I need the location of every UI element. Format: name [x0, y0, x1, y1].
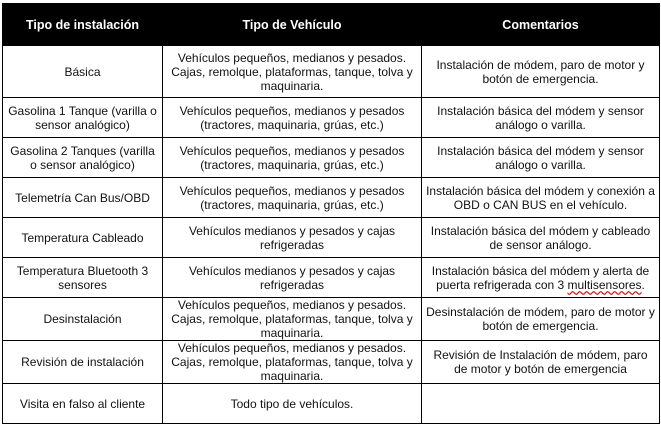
- table-row: [3, 218, 660, 258]
- table-row: [3, 341, 660, 384]
- cell-comentarios: [422, 384, 660, 424]
- cell-tipo: Gasolina 2 Tanques (varilla o sensor analógico): [3, 138, 163, 178]
- cell-tipo: Visita en falso al cliente: [3, 384, 163, 424]
- cell-vehiculo: Vehículos pequeños, medianos y pesados. Cajas, remolque, plataformas, tanque, tolva y maquinaria.: [163, 341, 422, 384]
- header-row: [3, 4, 660, 46]
- cell-comentarios: Instalación básica del módem y sensor análogo o varilla.: [422, 138, 660, 178]
- cell-tipo: Telemetría Can Bus/OBD: [3, 178, 163, 218]
- cell-vehiculo: Vehículos pequeños, medianos y pesados. Cajas, remolque, plataformas, tanque, tolva y maquinaria.: [163, 298, 422, 341]
- cell-comentarios: Instalación básica del módem y sensor análogo o varilla.: [422, 98, 660, 138]
- table-row: [3, 178, 660, 218]
- table-row: [3, 98, 660, 138]
- cell-comentarios: Instalación básica del módem y conexión a OBD o CAN BUS en el vehículo.: [422, 178, 660, 218]
- header-tipo-vehiculo: Tipo de Vehículo: [163, 4, 422, 46]
- cell-comentarios: [422, 258, 660, 298]
- table-row: [3, 298, 660, 341]
- header-comentarios: Comentarios: [422, 4, 660, 46]
- cell-vehiculo: Todo tipo de vehículos.: [163, 384, 422, 424]
- table-row: [3, 138, 660, 178]
- cell-vehiculo: Vehículos pequeños, medianos y pesados (tractores, maquinaria, grúas, etc.): [163, 138, 422, 178]
- cell-comentarios: Revisión de Instalación de módem, paro de motor y botón de emergencia: [422, 341, 660, 384]
- cell-tipo: Básica: [3, 46, 163, 98]
- cell-vehiculo: Vehículos pequeños, medianos y pesados (tractores, maquinaria, grúas, etc.): [163, 178, 422, 218]
- cell-tipo: Revisión de instalación: [3, 341, 163, 384]
- table-row: [3, 46, 660, 98]
- header-tipo-instalacion: Tipo de instalación: [3, 4, 163, 46]
- cell-vehiculo: Vehículos medianos y pesados y cajas refrigeradas: [163, 258, 422, 298]
- cell-comentarios: Desinstalación de módem, paro de motor y botón de emergencia.: [422, 298, 660, 341]
- table-row: [3, 258, 660, 298]
- cell-tipo: Temperatura Cableado: [3, 218, 163, 258]
- cell-tipo: Desinstalación: [3, 298, 163, 341]
- installation-types-table: [2, 3, 660, 424]
- cell-vehiculo: Vehículos pequeños, medianos y pesados. Cajas, remolque, plataformas, tanque, tolva y maquinaria.: [163, 46, 422, 98]
- table-row: [3, 384, 660, 424]
- spellcheck-flagged-word[interactable]: multisensores: [567, 277, 642, 292]
- cell-vehiculo: Vehículos pequeños, medianos y pesados (tractores, maquinaria, grúas, etc.): [163, 98, 422, 138]
- comment-text-end: .: [641, 277, 645, 292]
- cell-vehiculo: Vehículos medianos y pesados y cajas refrigeradas: [163, 218, 422, 258]
- cell-comentarios: Instalación de módem, paro de motor y botón de emergencia.: [422, 46, 660, 98]
- comment-text: Instalación básica del módem y alerta de puerta refrigerada con 3: [431, 263, 650, 292]
- cell-tipo: Temperatura Bluetooth 3 sensores: [3, 258, 163, 298]
- cell-comentarios: Instalación básica del módem y cableado de sensor análogo.: [422, 218, 660, 258]
- cell-tipo: Gasolina 1 Tanque (varilla o sensor analógico): [3, 98, 163, 138]
